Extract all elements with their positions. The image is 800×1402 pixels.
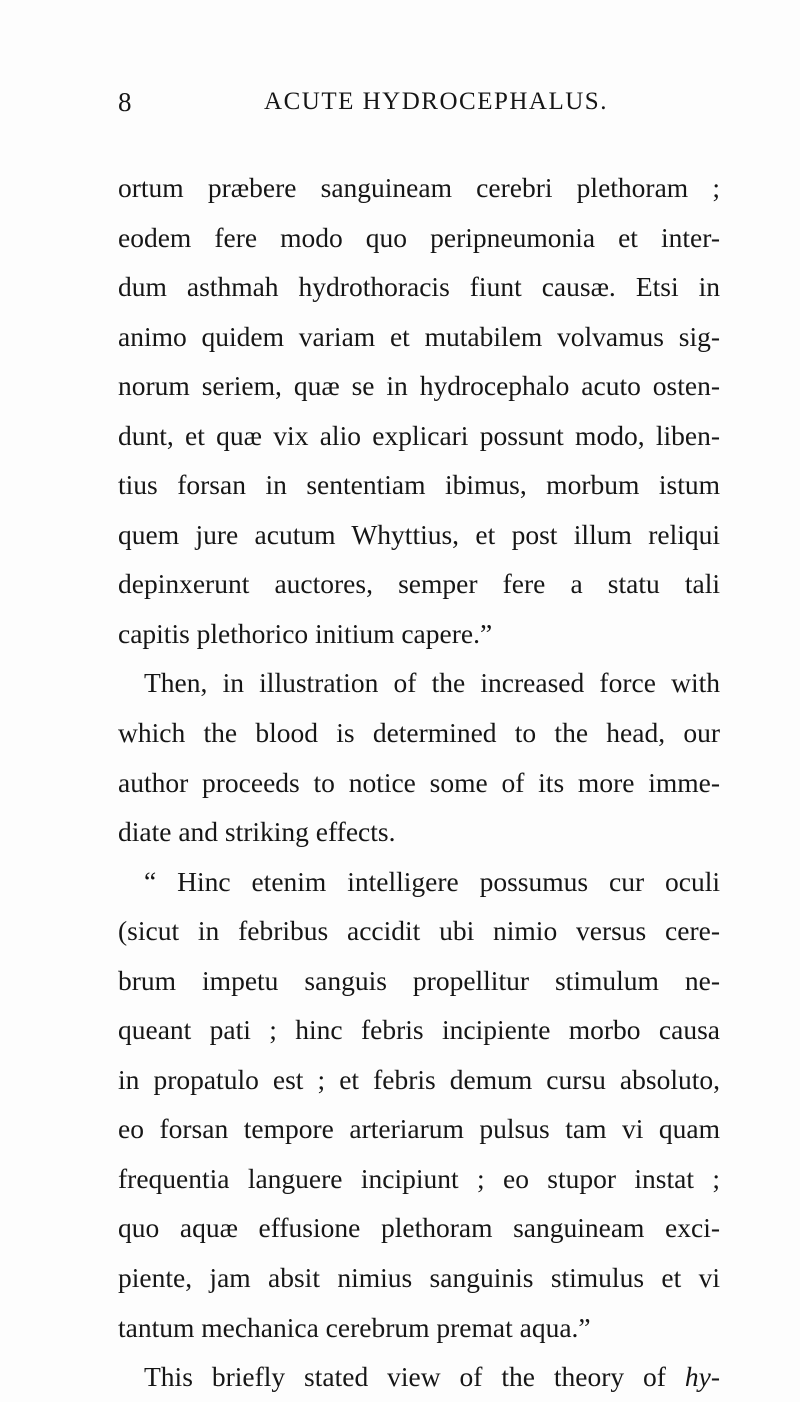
text-line: ortum præbere sanguineam cerebri plethoram ;: [118, 172, 720, 203]
text-line: in propatulo est ; et febris demum cursu absoluto,: [118, 1063, 720, 1095]
text-line: dunt, et quæ vix alio explicari possunt modo, liben-: [118, 419, 720, 451]
body-text: [118, 163, 720, 1402]
text-line: tantum mechanica cerebrum premat aqua.”: [118, 1311, 591, 1343]
text-line-final: [118, 1352, 720, 1402]
text-line: quem jure acutum Whyttius, et post illum reliqui: [118, 518, 720, 550]
text-line: quo aquæ effusione plethoram sanguineam exci-: [118, 1212, 720, 1244]
text-line: norum seriem, quæ se in hydrocephalo acuto osten-: [118, 370, 720, 402]
final-line-italic: hy-: [684, 1361, 720, 1393]
text-line: which the blood is determined to the head, our: [118, 717, 720, 749]
page-number: 8: [118, 87, 132, 117]
text-line: depinxerunt auctores, semper fere a statu tali: [118, 568, 720, 600]
text-line: brum impetu sanguis propellitur stimulum ne-: [118, 964, 720, 996]
text-line: author proceeds to notice some of its more imme-: [118, 766, 720, 798]
page-header: [118, 82, 718, 122]
text-line: animo quidem variam et mutabilem volvamus sig-: [118, 320, 720, 352]
text-line: piente, jam absit nimius sanguinis stimulus et vi: [118, 1262, 720, 1294]
text-line: frequentia languere incipiunt ; eo stupor instat ;: [118, 1162, 720, 1194]
text-line: (sicut in febribus accidit ubi nimio versus cere-: [118, 915, 720, 947]
text-line: eo forsan tempore arteriarum pulsus tam vi quam: [118, 1113, 720, 1145]
text-line: capitis plethorico initium capere.”: [118, 617, 493, 649]
text-line: diate and striking effects.: [118, 816, 396, 848]
text-line: dum asthmah hydrothoracis fiunt causæ. Etsi in: [118, 271, 720, 303]
running-head: ACUTE HYDROCEPHALUS.: [264, 88, 608, 115]
text-line: “ Hinc etenim intelligere possumus cur oculi: [144, 865, 720, 897]
text-line: Then, in illustration of the increased force with: [144, 667, 720, 699]
text-line: eodem fere modo quo peripneumonia et inter-: [118, 221, 720, 253]
text-line: tius forsan in sententiam ibimus, morbum istum: [118, 469, 720, 501]
final-line-text: This briefly stated view of the theory of: [144, 1361, 666, 1393]
text-line: queant pati ; hinc febris incipiente morbo causa: [118, 1014, 720, 1046]
